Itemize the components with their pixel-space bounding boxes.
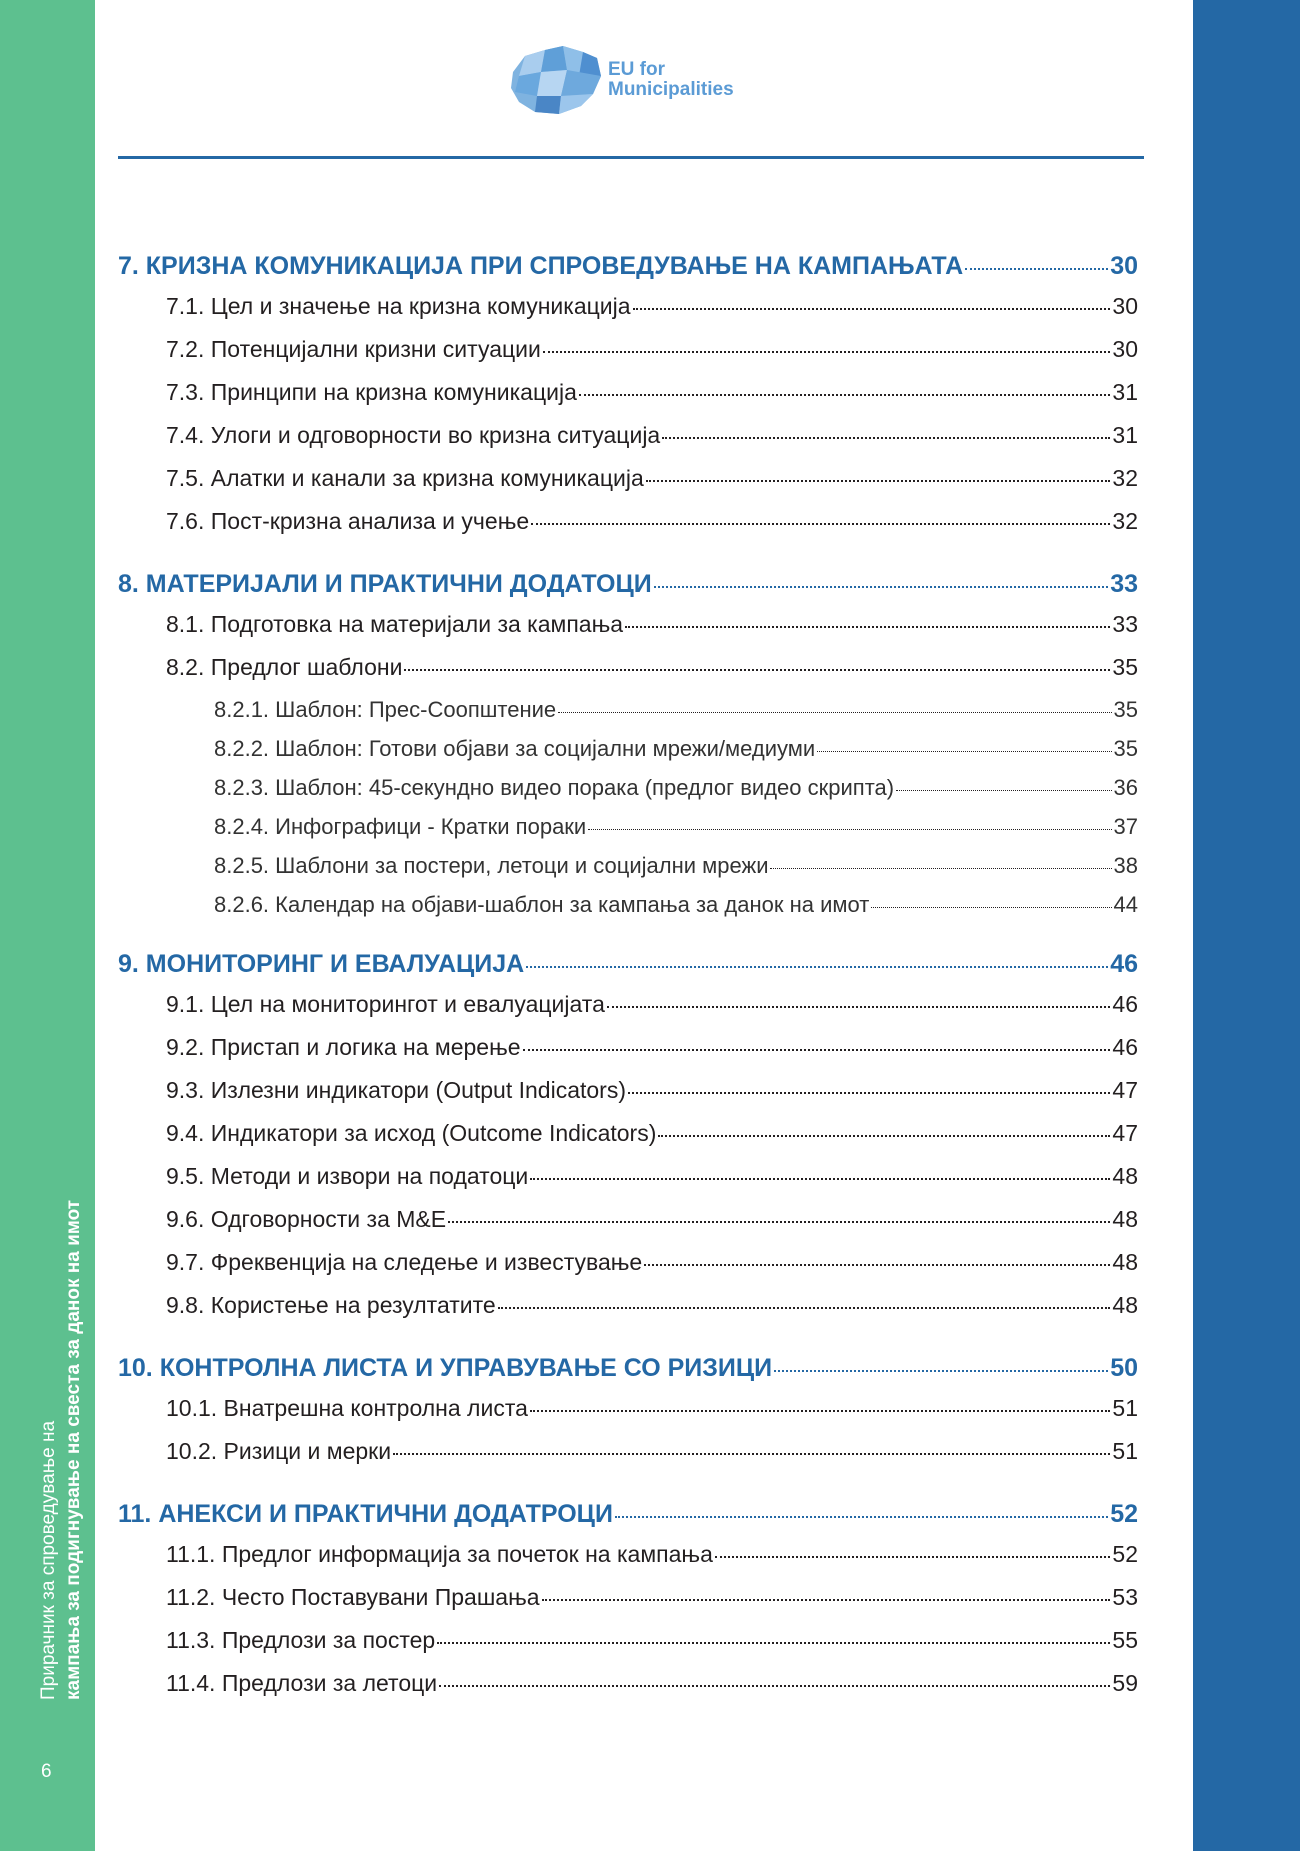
toc-page-number: 53 — [1112, 1584, 1138, 1610]
toc-entry[interactable] — [118, 611, 1138, 654]
toc-entry-title: 8.2. Предлог шаблони — [166, 654, 403, 680]
dot-leader — [439, 1685, 1110, 1687]
dot-leader — [965, 268, 1108, 270]
toc-entry-title: 10.2. Ризици и мерки — [166, 1438, 392, 1464]
toc-entry-title: 11.1. Предлог информација за почеток на кампања — [166, 1541, 713, 1567]
toc-section-title: 10. КОНТРОЛНА ЛИСТА И УПРАВУВАЊЕ СО РИЗИЦИ — [118, 1354, 773, 1382]
dot-leader — [871, 907, 1111, 908]
toc-page-number: 38 — [1113, 853, 1138, 878]
dot-leader — [662, 437, 1110, 439]
toc-entry[interactable] — [118, 379, 1138, 422]
toc-page-number: 32 — [1112, 465, 1138, 491]
dot-leader — [625, 626, 1110, 628]
toc-page-number: 52 — [1110, 1500, 1138, 1528]
table-of-contents — [118, 252, 1138, 1713]
dot-leader — [542, 1599, 1111, 1601]
header-divider — [118, 156, 1144, 159]
toc-subentry[interactable] — [118, 775, 1138, 814]
dot-leader — [448, 1221, 1110, 1223]
dot-leader — [633, 308, 1111, 310]
toc-section-title: 11. АНЕКСИ И ПРАКТИЧНИ ДОДАТРОЦИ — [118, 1500, 613, 1528]
dot-leader — [558, 712, 1111, 713]
dot-leader — [770, 868, 1111, 869]
toc-entry[interactable] — [118, 991, 1138, 1034]
toc-page-number: 35 — [1113, 697, 1138, 722]
toc-entry[interactable] — [118, 336, 1138, 379]
toc-page-number: 30 — [1112, 336, 1138, 362]
toc-entry[interactable] — [118, 1292, 1138, 1335]
dot-leader — [654, 586, 1109, 588]
toc-section-9[interactable] — [118, 944, 1138, 991]
toc-entry[interactable] — [118, 1163, 1138, 1206]
toc-entry-title: 11.3. Предлози за постер — [166, 1627, 436, 1653]
page-number: 6 — [41, 1761, 52, 1782]
toc-entry-title: 7.5. Алатки и канали за кризна комуникација — [166, 465, 644, 491]
toc-entry[interactable] — [118, 1395, 1138, 1438]
toc-section-8[interactable] — [118, 564, 1138, 611]
toc-subentry-title: 8.2.6. Календар на објави-шаблон за кампања за данок на имот — [214, 892, 870, 917]
toc-section-title: 7. КРИЗНА КОМУНИКАЦИЈА ПРИ СПРОВЕДУВАЊЕ НА КАМПАЊАТА — [118, 252, 964, 280]
toc-entry[interactable] — [118, 422, 1138, 465]
toc-entry[interactable] — [118, 1584, 1138, 1627]
toc-page-number: 59 — [1112, 1670, 1138, 1696]
toc-entry[interactable] — [118, 1077, 1138, 1120]
toc-entry[interactable] — [118, 1541, 1138, 1584]
dot-leader — [526, 966, 1108, 968]
sidebar-caption — [36, 1200, 86, 1700]
logo-line1: EU for — [608, 59, 665, 80]
toc-page-number: 33 — [1110, 570, 1138, 598]
dot-leader — [531, 523, 1110, 525]
toc-entry-title: 7.2. Потенцијални кризни ситуации — [166, 336, 541, 362]
toc-entry[interactable] — [118, 1249, 1138, 1292]
toc-entry-title: 9.1. Цел на мониторингот и евалуацијата — [166, 991, 605, 1017]
toc-entry[interactable] — [118, 1034, 1138, 1077]
dot-leader — [817, 751, 1111, 752]
toc-page-number: 52 — [1112, 1541, 1138, 1567]
toc-subentry[interactable] — [118, 892, 1138, 931]
dot-leader — [658, 1135, 1110, 1137]
dot-leader — [579, 394, 1111, 396]
toc-page-number: 36 — [1113, 775, 1138, 800]
toc-page-number: 48 — [1112, 1292, 1138, 1318]
toc-entry-title: 9.4. Индикатори за исход (Outcome Indicators) — [166, 1120, 657, 1146]
toc-entry-title: 7.1. Цел и значење на кризна комуникација — [166, 293, 631, 319]
sidebar-caption-line1: Прирачник за спроведување на — [38, 1420, 59, 1700]
toc-page-number: 48 — [1112, 1249, 1138, 1275]
toc-entry[interactable] — [118, 508, 1138, 551]
dot-leader — [437, 1642, 1110, 1644]
toc-entry-title: 11.4. Предлози за летоци — [166, 1670, 438, 1696]
dot-leader — [628, 1092, 1110, 1094]
toc-entry-title: 8.1. Подготовка на материјали за кампања — [166, 611, 624, 637]
toc-page-number: 44 — [1113, 892, 1138, 917]
toc-entry-title: 9.6. Одговорности за M&E — [166, 1206, 447, 1232]
toc-page-number: 31 — [1112, 379, 1138, 405]
dot-leader — [523, 1049, 1111, 1051]
toc-subentry-title: 8.2.4. Инфографици - Кратки пораки — [214, 814, 587, 839]
toc-entry[interactable] — [118, 1627, 1138, 1670]
toc-entry-title: 9.7. Фреквенција на следење и известување — [166, 1249, 643, 1275]
logo-line2: Municipalities — [608, 79, 734, 100]
toc-section-title: 9. МОНИТОРИНГ И ЕВАЛУАЦИЈА — [118, 950, 525, 978]
toc-entry-title: 9.8. Користење на резултатите — [166, 1292, 496, 1318]
toc-page-number: 30 — [1110, 252, 1138, 280]
map-polygon-icon — [505, 42, 605, 122]
toc-entry[interactable] — [118, 293, 1138, 336]
toc-entry[interactable] — [118, 465, 1138, 508]
toc-page-number: 35 — [1112, 654, 1138, 680]
toc-page-number: 33 — [1112, 611, 1138, 637]
toc-page-number: 47 — [1112, 1077, 1138, 1103]
toc-page-number: 35 — [1113, 736, 1138, 761]
toc-page-number: 31 — [1112, 422, 1138, 448]
toc-entry-title: 9.2. Пристап и логика на мерење — [166, 1034, 521, 1060]
toc-page-number: 51 — [1112, 1438, 1138, 1464]
toc-page-number: 32 — [1112, 508, 1138, 534]
dot-leader — [543, 351, 1111, 353]
toc-entry[interactable] — [118, 1206, 1138, 1249]
toc-page-number: 30 — [1112, 293, 1138, 319]
toc-entry[interactable] — [118, 1670, 1138, 1713]
toc-page-number: 47 — [1112, 1120, 1138, 1146]
logo-text — [608, 60, 734, 100]
sidebar-caption-line2: кампања за подигнување на свеста за данок на имот — [63, 1199, 84, 1700]
toc-subentry[interactable] — [118, 736, 1138, 775]
toc-section-10[interactable] — [118, 1348, 1138, 1395]
toc-section-7[interactable] — [118, 252, 1138, 293]
dot-leader — [530, 1178, 1110, 1180]
dot-leader — [715, 1556, 1111, 1558]
toc-subentry[interactable] — [118, 697, 1138, 736]
toc-section-title: 8. МАТЕРИЈАЛИ И ПРАКТИЧНИ ДОДАТОЦИ — [118, 570, 652, 598]
dot-leader — [896, 790, 1111, 791]
toc-entry-title: 11.2. Често Поставувани Прашања — [166, 1584, 540, 1610]
toc-subentry-title: 8.2.5. Шаблони за постери, летоци и социјални мрежи — [214, 853, 769, 878]
toc-page-number: 46 — [1112, 1034, 1138, 1060]
toc-entry[interactable] — [118, 1438, 1138, 1481]
toc-entry[interactable] — [118, 654, 1138, 697]
toc-subentry[interactable] — [118, 814, 1138, 853]
dot-leader — [530, 1410, 1111, 1412]
toc-page-number: 48 — [1112, 1206, 1138, 1232]
toc-section-11[interactable] — [118, 1494, 1138, 1541]
dot-leader — [393, 1453, 1110, 1455]
toc-entry-title: 7.6. Пост-кризна анализа и учење — [166, 508, 530, 534]
toc-entry-title: 10.1. Внатрешна контролна листа — [166, 1395, 528, 1421]
dot-leader — [404, 669, 1110, 671]
toc-page-number: 46 — [1110, 950, 1138, 978]
toc-subentry-title: 8.2.2. Шаблон: Готови објави за социјални мрежи/медиуми — [214, 736, 816, 761]
toc-subentry[interactable] — [118, 853, 1138, 892]
dot-leader — [588, 829, 1111, 830]
toc-page-number: 50 — [1110, 1354, 1138, 1382]
eu-for-municipalities-logo — [505, 42, 765, 122]
dot-leader — [498, 1307, 1111, 1309]
toc-entry[interactable] — [118, 1120, 1138, 1163]
toc-entry-title: 7.4. Улоги и одговорности во кризна ситуација — [166, 422, 661, 448]
dot-leader — [774, 1370, 1108, 1372]
toc-subentry-title: 8.2.1. Шаблон: Прес-Соопштение — [214, 697, 557, 722]
toc-subentry-title: 8.2.3. Шаблон: 45-секундно видео порака (предлог видео скрипта) — [214, 775, 895, 800]
toc-entry-title: 9.5. Методи и извори на податоци — [166, 1163, 529, 1189]
dot-leader — [644, 1264, 1110, 1266]
toc-page-number: 37 — [1113, 814, 1138, 839]
dot-leader — [607, 1006, 1111, 1008]
toc-page-number: 51 — [1112, 1395, 1138, 1421]
toc-page-number: 48 — [1112, 1163, 1138, 1189]
toc-page-number: 46 — [1112, 991, 1138, 1017]
right-color-band — [1193, 0, 1300, 1851]
toc-page-number: 55 — [1112, 1627, 1138, 1653]
toc-entry-title: 9.3. Излезни индикатори (Output Indicators) — [166, 1077, 626, 1103]
dot-leader — [646, 480, 1111, 482]
dot-leader — [615, 1516, 1108, 1518]
toc-entry-title: 7.3. Принципи на кризна комуникација — [166, 379, 577, 405]
